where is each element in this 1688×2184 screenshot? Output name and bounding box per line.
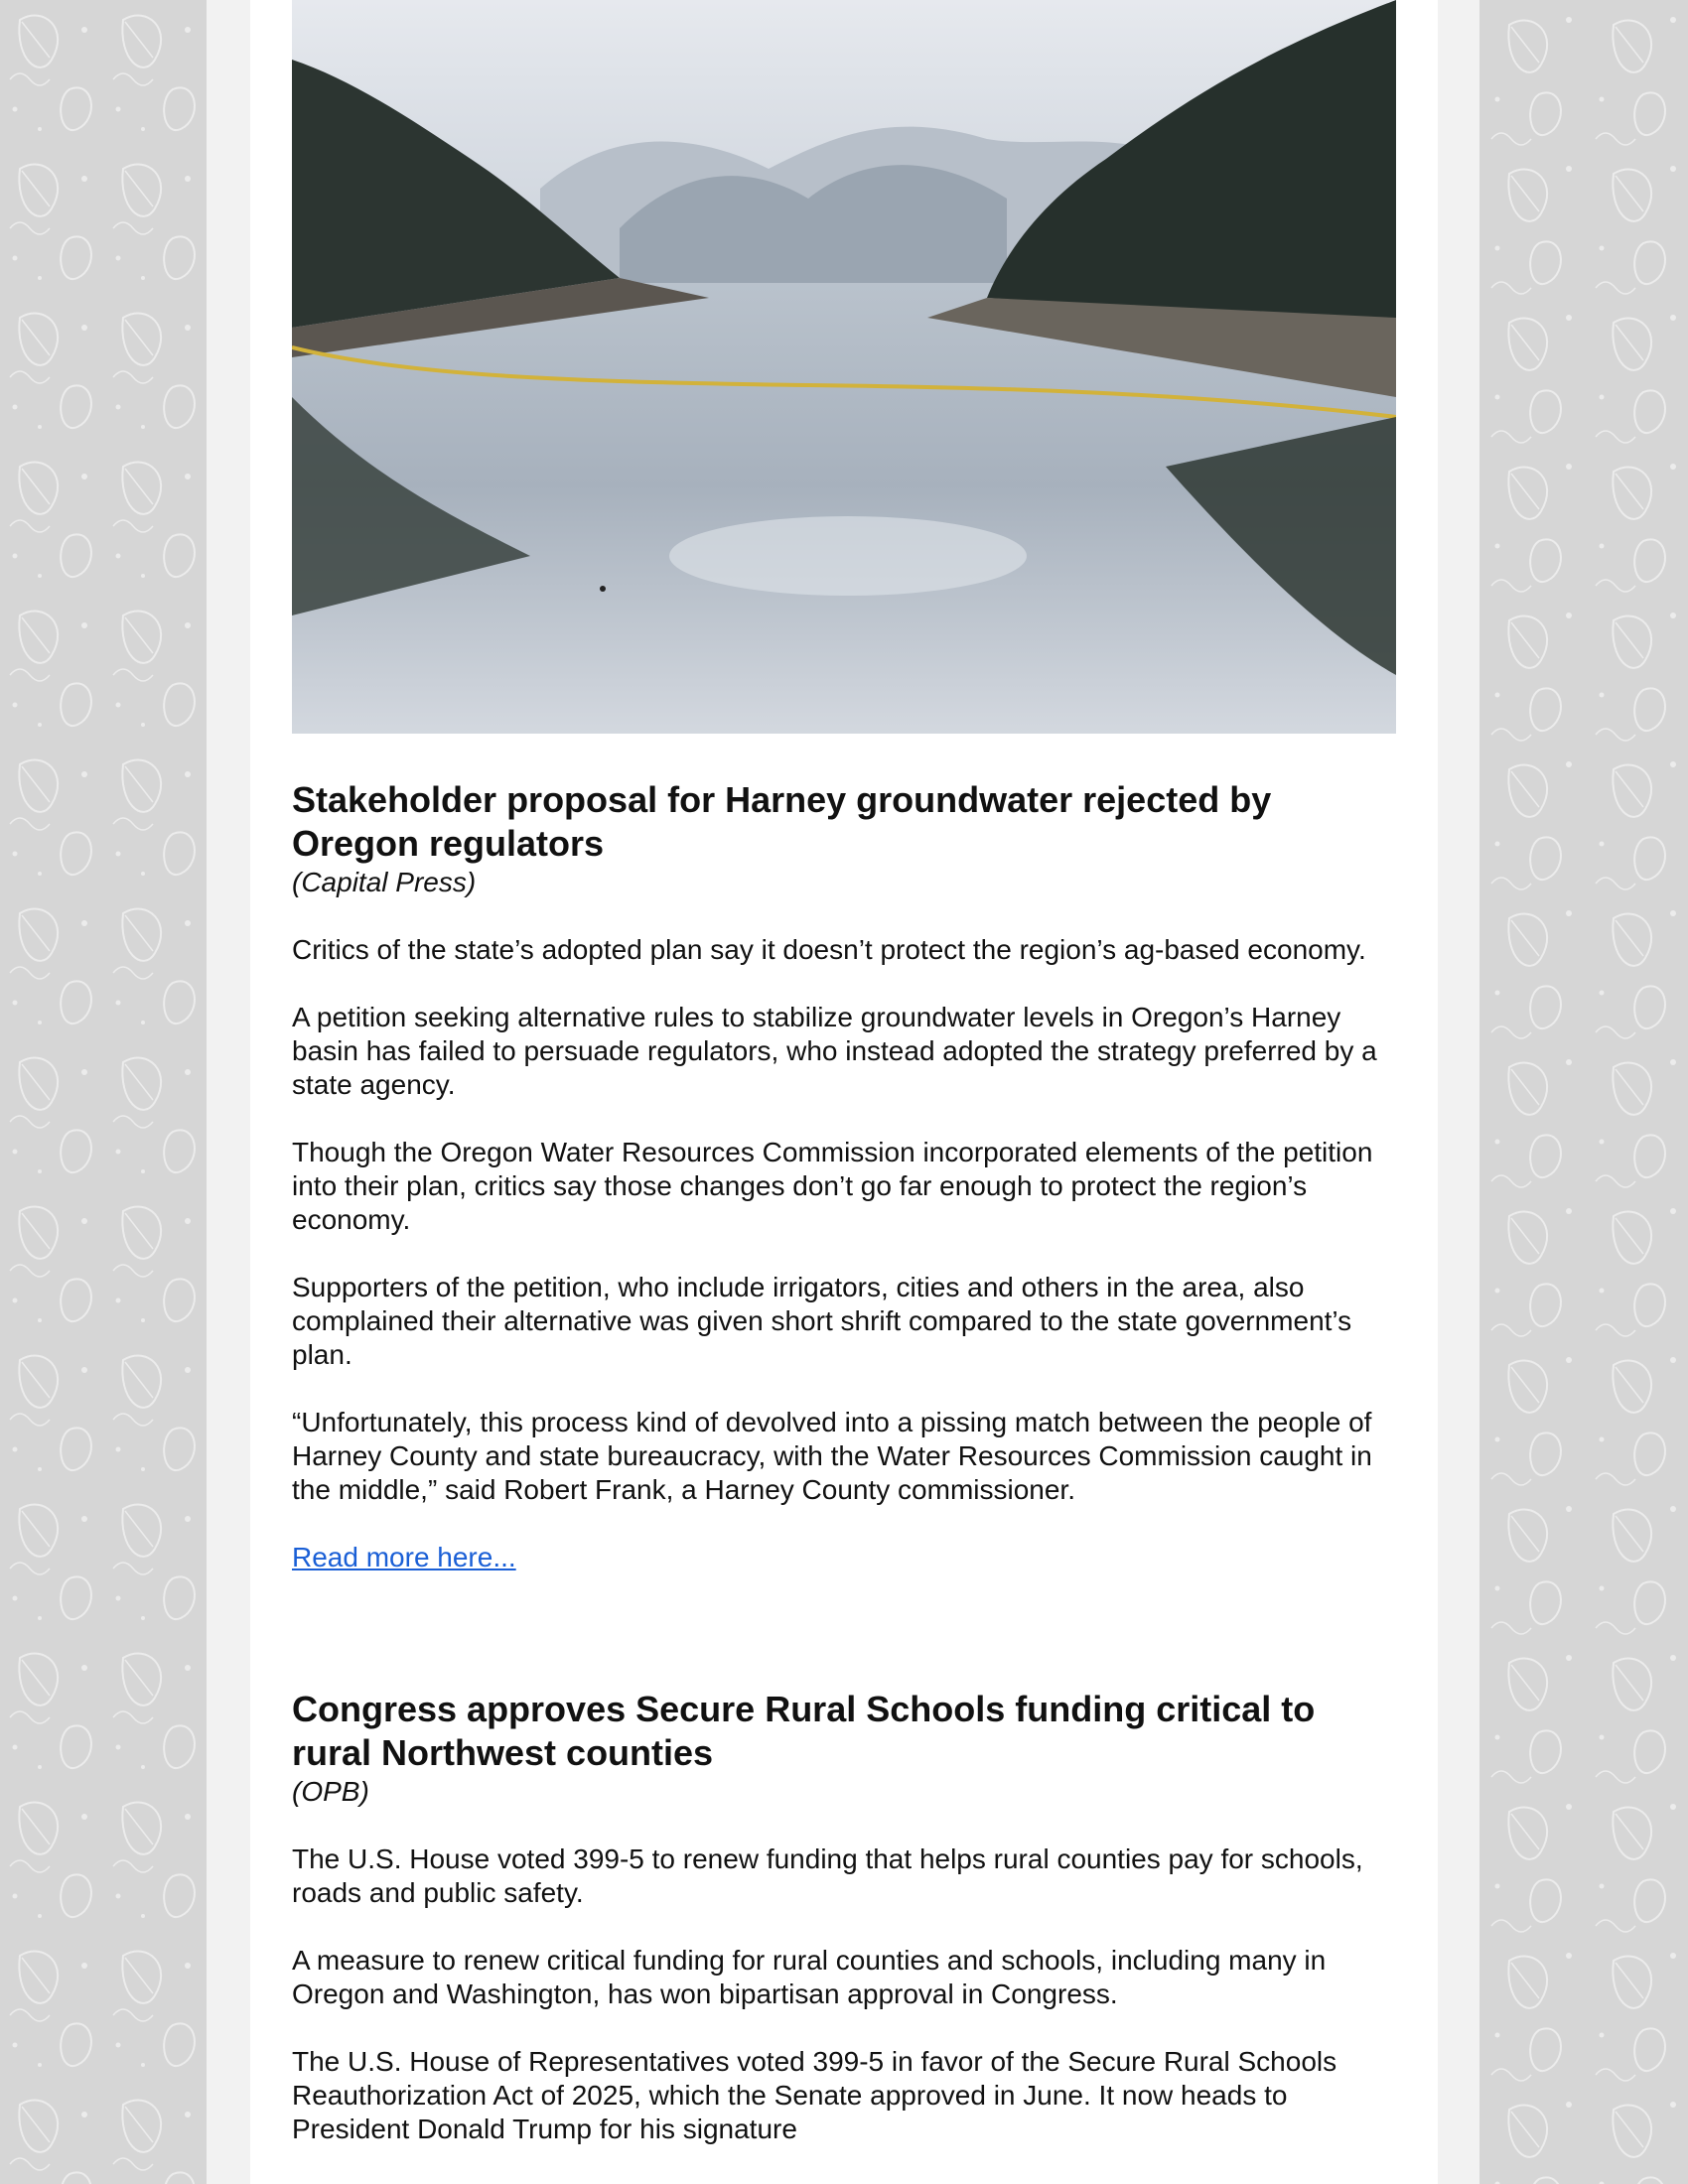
article-headline: Congress approves Secure Rural Schools funding critical to rural Northwest counties	[292, 1689, 1316, 1773]
read-more-link[interactable]: Read more here...	[292, 1542, 516, 1572]
reservoir-photo	[292, 0, 1396, 734]
article-paragraph: Though the Oregon Water Resources Commission incorporated elements of the petition into their plan, critics say those changes don’t go far enough to protect the region’s economy.	[292, 1137, 1373, 1235]
article-paragraph: “Unfortunately, this process kind of devolved into a pissing match between the people of Harney County and state bureaucracy, with the Water Resources Commission caught in the middle,” said Robert Frank, a Harney County commissioner.	[292, 1407, 1372, 1505]
article-source: (OPB)	[292, 1776, 369, 1807]
article-source: (Capital Press)	[292, 867, 477, 897]
article-paragraph: The U.S. House of Representatives voted 399-5 in favor of the Secure Rural Schools Reauthorization Act of 2025, which the Senate approved in June. It now heads to President Donald Trump for his signature	[292, 2046, 1337, 2144]
article-harney-groundwater	[292, 778, 1396, 1574]
article-headline: Stakeholder proposal for Harney groundwater rejected by Oregon regulators	[292, 779, 1272, 864]
right-pattern-background	[1479, 0, 1688, 2184]
left-pattern-background	[0, 0, 207, 2184]
article-paragraph: A petition seeking alternative rules to stabilize groundwater levels in Oregon’s Harney basin has failed to persuade regulators, who instead adopted the strategy preferred by a state agency.	[292, 1002, 1377, 1100]
article-secure-rural-schools	[292, 1688, 1396, 2180]
article-paragraph: Critics of the state’s adopted plan say it doesn’t protect the region’s ag-based economy.	[292, 934, 1366, 965]
article-paragraph: The U.S. House voted 399-5 to renew funding that helps rural counties pay for schools, roads and public safety.	[292, 1843, 1363, 1908]
article-paragraph: A measure to renew critical funding for rural counties and schools, including many in Oregon and Washington, has won bipartisan approval in Congress.	[292, 1945, 1327, 2009]
article-paragraph: Supporters of the petition, who include irrigators, cities and others in the area, also complained their alternative was given short shrift compared to the state government’s plan.	[292, 1272, 1352, 1370]
